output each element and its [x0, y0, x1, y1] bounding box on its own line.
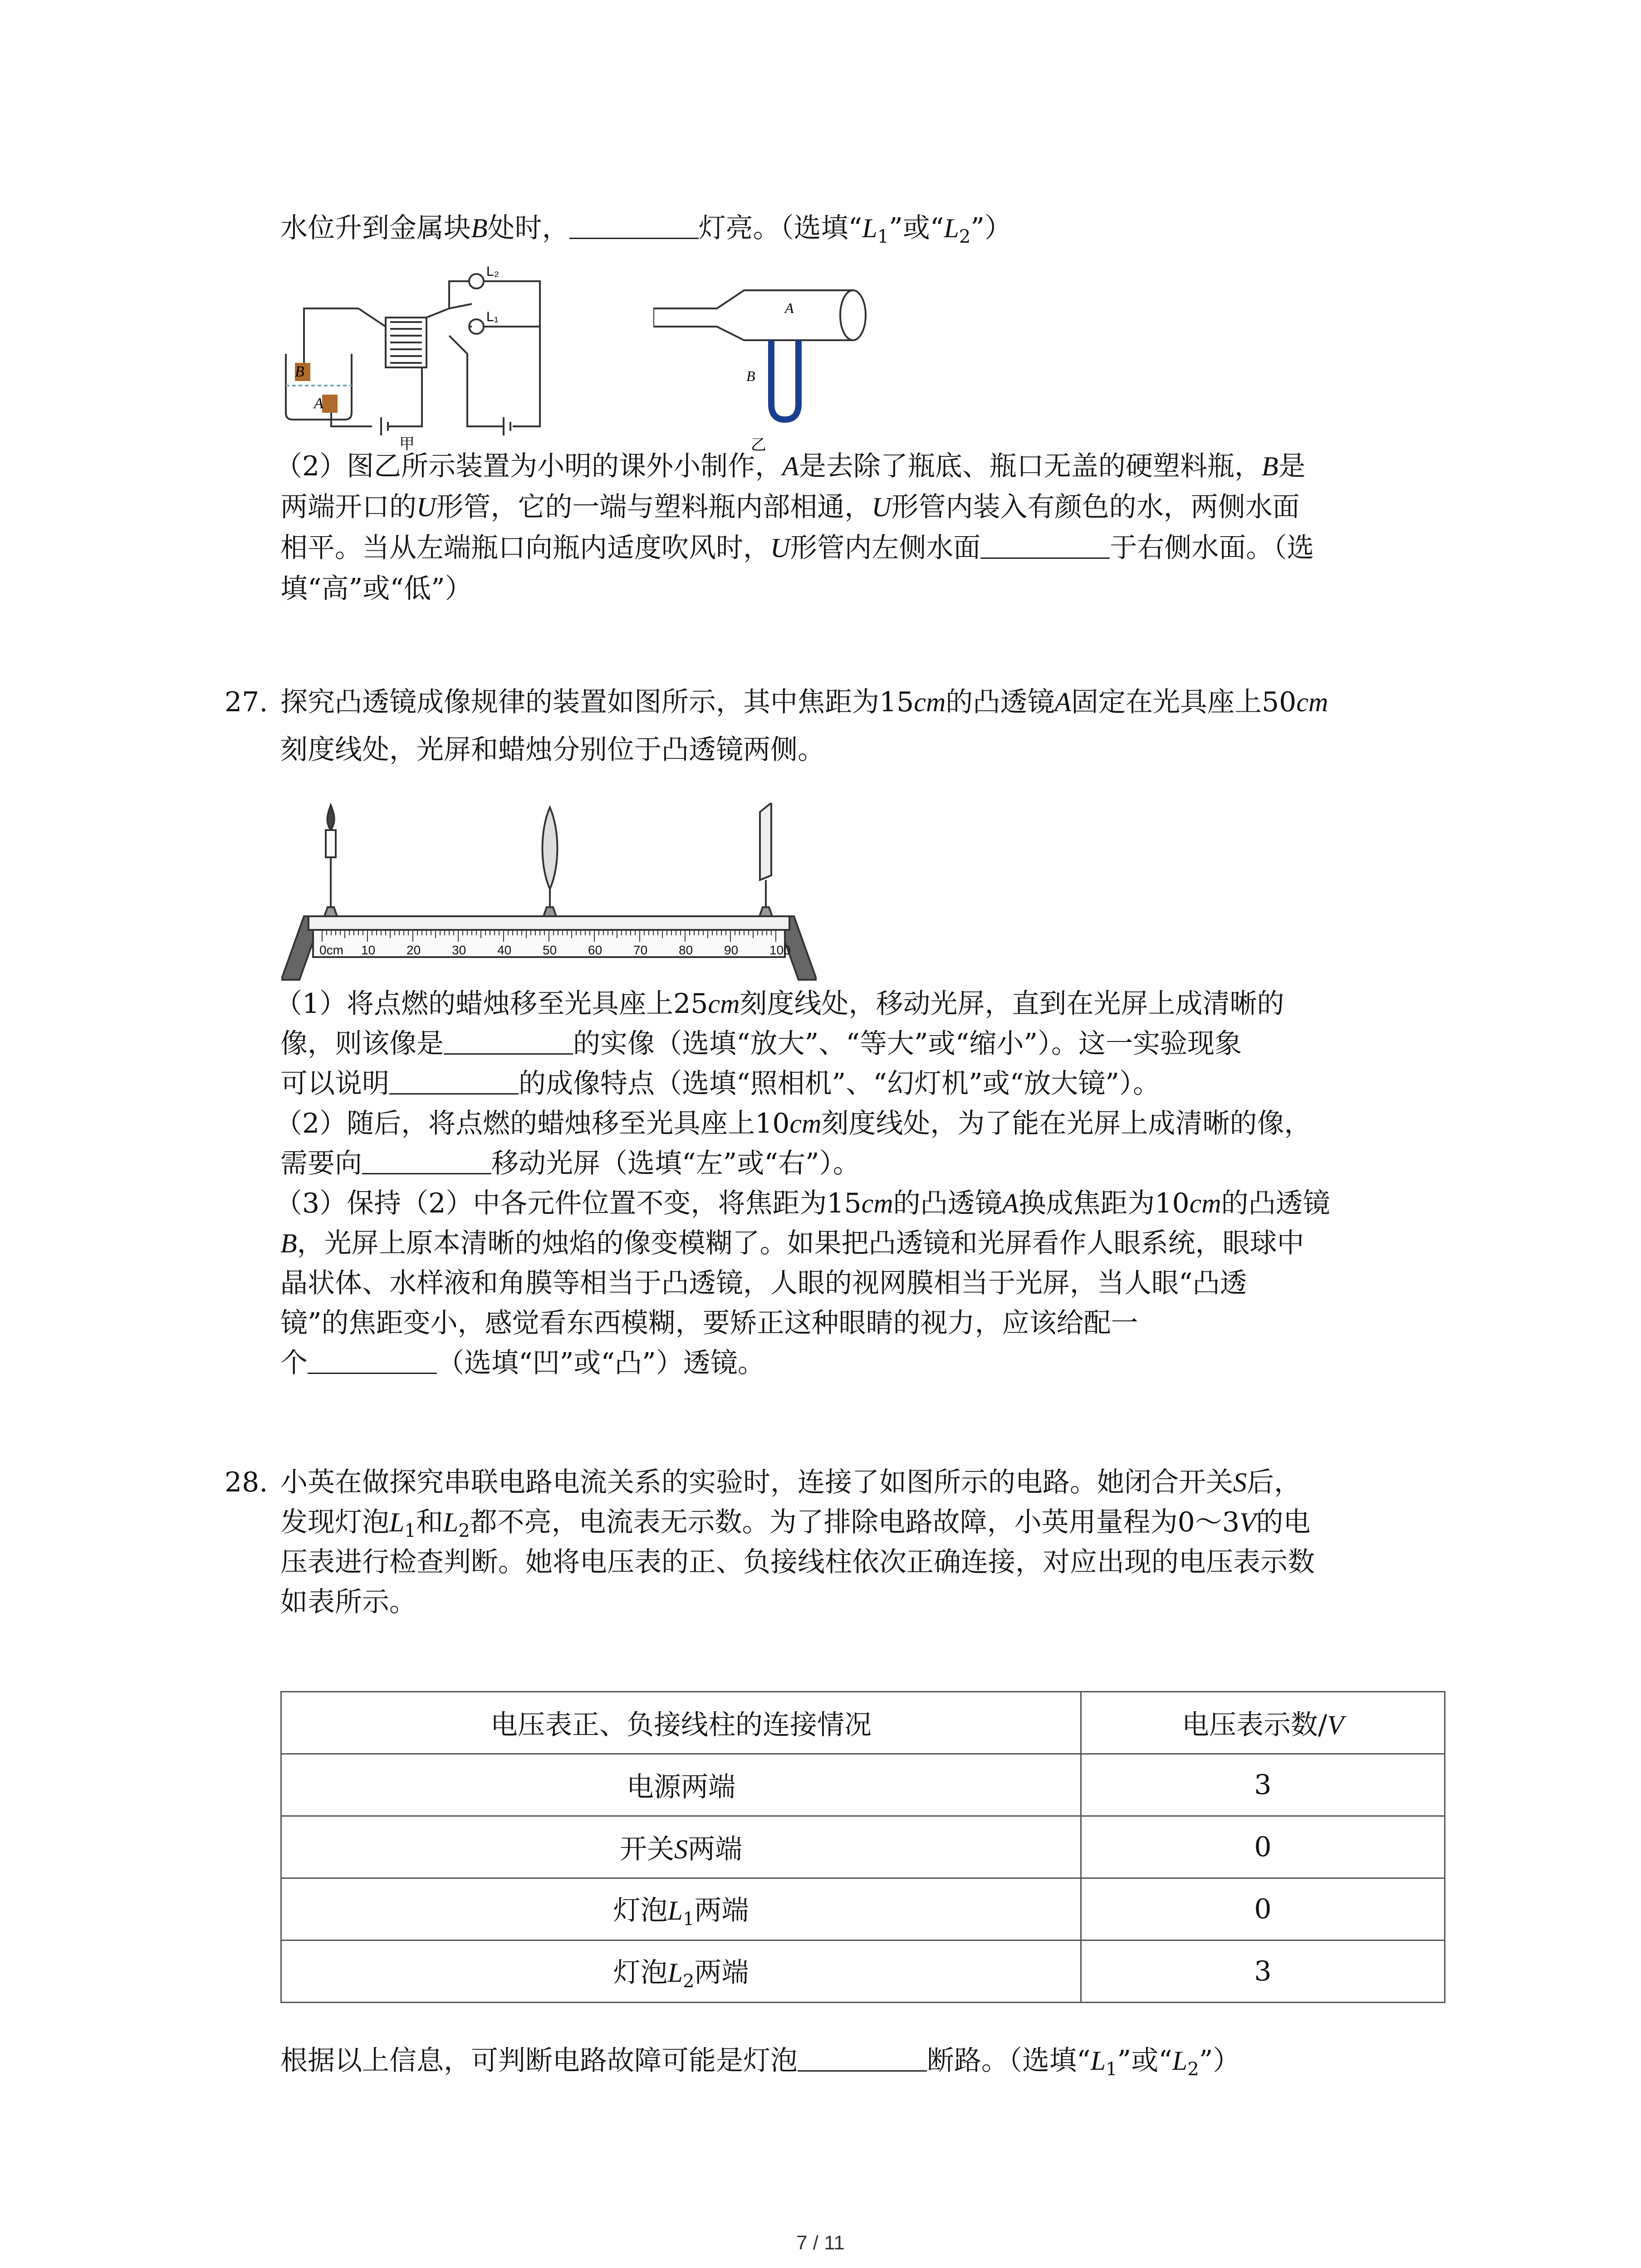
part2-line4: 填“高”或“低”） [280, 573, 472, 605]
text: 两端 [688, 1833, 742, 1865]
text: 形管内左侧水面 [790, 532, 981, 564]
ruler-label: 20 [407, 943, 421, 957]
text: 个 [280, 1347, 308, 1379]
label-B: B [746, 368, 755, 384]
text: 的成像特点（选填“照相机”、“幻灯机”或“放大镜”）。 [519, 1068, 1161, 1100]
label-A: A [314, 395, 323, 412]
answer-blank [362, 1150, 491, 1174]
var-A: A [1002, 1188, 1019, 1218]
text: ”或“ [1117, 2045, 1172, 2077]
q28-line4: 如表所示。 [280, 1586, 416, 1618]
text: 的凸透镜 [1221, 1188, 1330, 1219]
text: 形管，它的一端与塑料瓶内部相通， [436, 491, 872, 523]
text: 换成焦距为10 [1019, 1188, 1190, 1219]
subscript: 1 [682, 1909, 695, 1930]
var-L: L [1172, 2046, 1188, 2076]
table-cell: 0 [1081, 1816, 1445, 1878]
text: 像，则该像是 [280, 1028, 444, 1060]
unit: cm [861, 1188, 893, 1218]
text: 需要向 [280, 1148, 362, 1179]
unit: cm [789, 1109, 822, 1139]
ruler-label: 80 [679, 943, 693, 957]
text: （选填“凹”或“凸”）透镜。 [437, 1347, 765, 1379]
var-A: A [782, 451, 799, 481]
answer-blank [389, 1070, 519, 1095]
text: ，光屏上原本清晰的烛焰的像变模糊了。如果把凸透镜和光屏看作人眼系统，眼球中 [297, 1227, 1304, 1259]
q27-s3-line3: 晶状体、水样液和角膜等相当于凸透镜，人眼的视网膜相当于光屏，当人眼“凸透 [280, 1267, 1247, 1299]
text: 开关 [620, 1833, 674, 1865]
text: 水位升到金属块 [280, 212, 471, 244]
question-number: 27. [225, 686, 268, 718]
var-L: L [862, 213, 877, 243]
var-L: L [667, 1896, 683, 1926]
var-V: V [1327, 1710, 1344, 1740]
text: 移动光屏（选填“左”或“右”）。 [491, 1148, 860, 1179]
table-cell [281, 1816, 1081, 1878]
var-L: L [944, 213, 959, 243]
figure-caption-jia: 甲 [399, 435, 415, 453]
text: （3）保持（2）中各元件位置不变，将焦距为15 [275, 1188, 862, 1219]
text: 的实像（选填“放大”、“等大”或“缩小”）。这一实验现象 [573, 1028, 1242, 1060]
part2-line1 [275, 447, 1306, 486]
var-L: L [443, 1507, 459, 1537]
ruler-label: 10 [361, 943, 376, 957]
subscript: 2 [959, 226, 971, 247]
q27-s2-line1 [275, 1104, 1312, 1143]
text: 发现灯泡 [280, 1506, 389, 1538]
text: 后， [1247, 1466, 1301, 1498]
subscript: 2 [458, 1520, 470, 1541]
text: 探究凸透镜成像规律的装置如图所示，其中焦距为15 [280, 686, 914, 718]
ruler-label: 30 [452, 943, 466, 957]
text: 的凸透镜 [945, 686, 1055, 718]
text: ”或“ [889, 212, 944, 244]
ruler-label: 100 [769, 943, 791, 957]
part2-line2 [280, 488, 1300, 527]
q27-s3-line4: 镜”的焦距变小，感觉看东西模糊，要矫正这种眼睛的视力，应该给配一 [280, 1307, 1138, 1339]
text: 小英在做探究串联电路电流关系的实验时，连接了如图所示的电路。她闭合开关 [280, 1466, 1233, 1498]
table-cell [281, 1878, 1081, 1941]
optical-bench-figure [281, 803, 817, 984]
q27-s2-line2 [280, 1144, 860, 1183]
text: 根据以上信息，可判断电路故障可能是灯泡 [280, 2045, 798, 2077]
table-cell: 电源两端 [281, 1754, 1081, 1816]
table-header-row [281, 1692, 1445, 1754]
voltage-table [280, 1691, 1445, 2003]
text: 相平。当从左端瓶口向瓶内适度吹风时， [280, 532, 770, 564]
text: 两端 [694, 1957, 749, 1989]
q27-s3-line2 [280, 1224, 1304, 1263]
var-S: S [674, 1834, 688, 1864]
text: ”） [970, 212, 1012, 244]
var-A: A [1054, 687, 1071, 717]
label-A: A [785, 300, 794, 316]
var-U: U [770, 533, 790, 563]
table-cell: 3 [1081, 1941, 1445, 2003]
q27-line2: 刻度线处，光屏和蜡烛分别位于凸透镜两侧。 [280, 734, 825, 766]
subscript: 2 [1187, 2059, 1199, 2080]
answer-blank [798, 2048, 927, 2072]
text: 两端 [694, 1895, 749, 1926]
var-B: B [280, 1228, 297, 1258]
table-cell: 0 [1081, 1878, 1445, 1941]
text: 电压表示数/ [1182, 1709, 1327, 1741]
q27-line1 [280, 683, 1328, 722]
var-L: L [389, 1507, 405, 1537]
bottle-figure-yi [653, 281, 889, 454]
table-row [281, 1941, 1445, 2003]
question-number: 28. [225, 1466, 268, 1498]
ruler-label: 0cm [319, 943, 343, 957]
q27-s3-line1 [275, 1184, 1330, 1223]
unit: cm [1296, 687, 1328, 717]
var-L: L [667, 1958, 683, 1988]
circuit-figure-jia [277, 263, 558, 454]
table-row [281, 1878, 1445, 1941]
q28-line1 [280, 1463, 1301, 1502]
text: 刻度线处，移动光屏，直到在光屏上成清晰的 [740, 988, 1284, 1020]
text: 都不亮，电流表无示数。为了排除电路故障，小英用量程为0～3 [470, 1506, 1240, 1538]
text: 的凸透镜 [893, 1188, 1002, 1219]
q28-line3: 压表进行检查判断。她将电压表的正、负接线柱依次正确连接，对应出现的电压表示数 [280, 1546, 1315, 1578]
table-row [281, 1754, 1445, 1816]
text: 形管内装入有颜色的水，两侧水面 [891, 491, 1300, 523]
text: 的电 [1256, 1506, 1311, 1538]
unit: cm [914, 687, 946, 717]
q27-s3-line5 [280, 1344, 765, 1383]
table-row [281, 1816, 1445, 1878]
table-cell [281, 1941, 1081, 2003]
text: 刻度线处，为了能在光屏上成清晰的像， [821, 1108, 1312, 1139]
ruler-label: 70 [633, 943, 648, 957]
unit: cm [1189, 1188, 1221, 1218]
var-S: S [1233, 1467, 1247, 1497]
ruler-label: 60 [588, 943, 603, 957]
question-line [280, 209, 1012, 256]
answer-blank [569, 215, 699, 239]
text: （2）随后，将点燃的蜡烛移至光具座上10 [275, 1108, 790, 1139]
text: 灯泡 [613, 1957, 668, 1989]
q28-conclusion [280, 2041, 1240, 2089]
text: 和 [416, 1506, 443, 1538]
page-number: 7 / 11 [796, 2232, 845, 2254]
text: 可以说明 [280, 1068, 389, 1100]
q27-s1-line1 [275, 984, 1284, 1023]
subscript: 1 [1106, 2059, 1117, 2080]
text: 灯亮。（选填“ [698, 212, 862, 244]
text: ”） [1199, 2045, 1240, 2077]
q27-s1-line2 [280, 1024, 1242, 1063]
table-header-cell: 电压表正、负接线柱的连接情况 [281, 1692, 1081, 1754]
label-L2: L₂ [486, 264, 500, 279]
var-U: U [872, 492, 892, 522]
text: 两端开口的 [280, 491, 416, 523]
text: 固定在光具座上50 [1071, 686, 1297, 718]
text: 断路。（选填“ [927, 2045, 1091, 2077]
ruler-label: 90 [724, 943, 739, 957]
text: 灯泡 [613, 1895, 668, 1926]
var-B: B [471, 213, 488, 243]
q27-s1-line3 [280, 1064, 1160, 1103]
figure-caption-yi: 乙 [751, 436, 766, 454]
answer-blank [444, 1031, 573, 1055]
label-B: B [295, 363, 304, 380]
text: （2）图乙所示装置为小明的课外小制作， [275, 450, 783, 482]
var-B: B [1261, 451, 1279, 481]
text: 是 [1278, 450, 1306, 482]
label-L1: L₁ [486, 309, 499, 324]
subscript: 1 [404, 1520, 416, 1541]
var-L: L [1090, 2046, 1106, 2076]
var-V: V [1239, 1507, 1256, 1537]
text: （1）将点燃的蜡烛移至光具座上25 [275, 988, 708, 1020]
part2-line3 [280, 528, 1314, 567]
ruler-label: 50 [543, 943, 557, 957]
unit: cm [708, 989, 740, 1019]
ruler-label: 40 [497, 943, 512, 957]
answer-blank [980, 535, 1110, 559]
table-header-cell [1081, 1692, 1445, 1754]
subscript: 2 [682, 1971, 695, 1992]
text: 是去除了瓶底、瓶口无盖的硬塑料瓶， [798, 450, 1262, 482]
answer-blank [308, 1350, 437, 1374]
text: 处时， [487, 212, 569, 244]
text: 于右侧水面。（选 [1110, 532, 1314, 564]
table-cell: 3 [1081, 1754, 1445, 1816]
var-U: U [416, 492, 436, 522]
subscript: 1 [877, 226, 889, 247]
